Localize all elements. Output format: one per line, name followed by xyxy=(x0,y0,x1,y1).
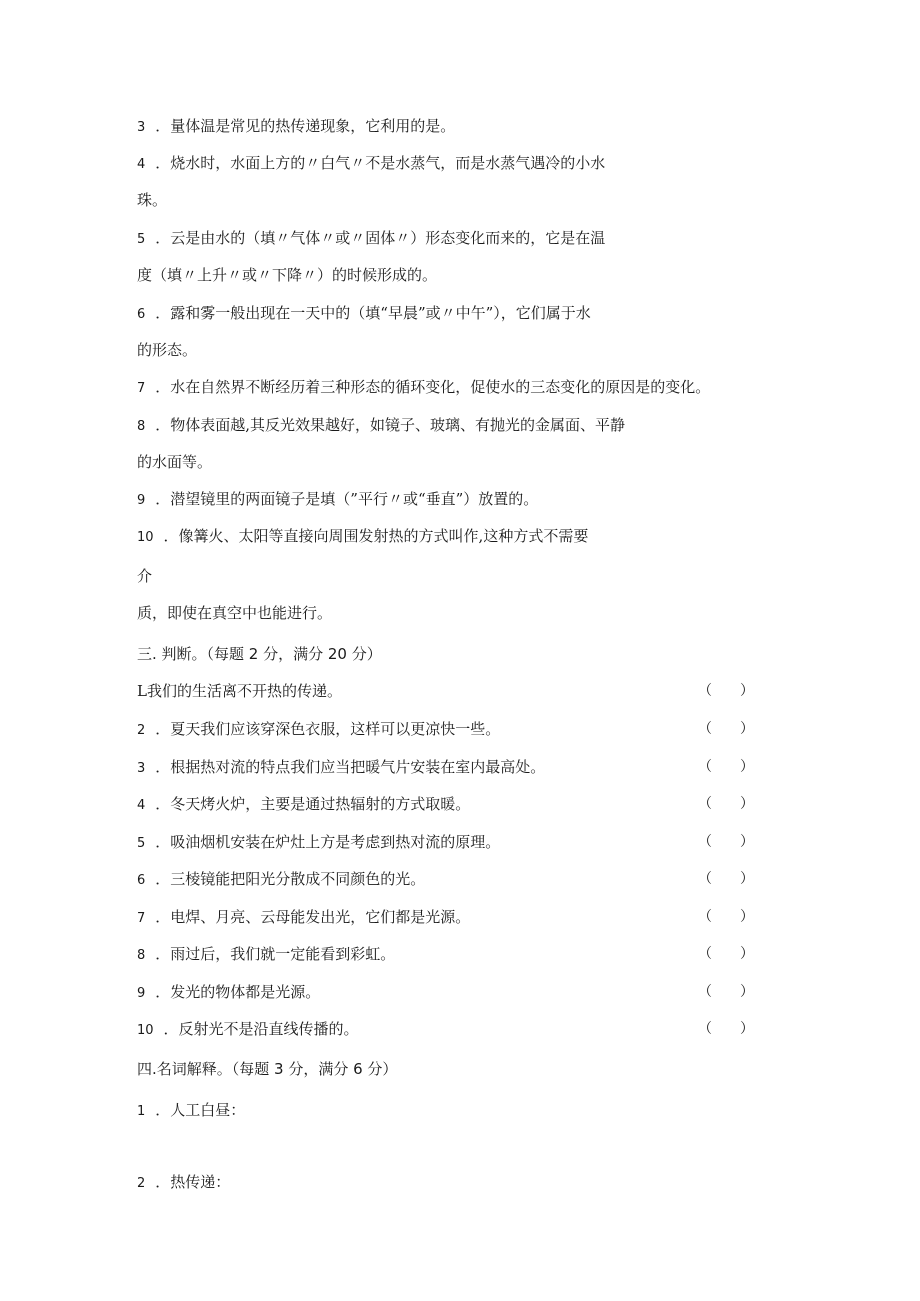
judge-item-2 xyxy=(137,719,500,741)
question-10-line-1 xyxy=(137,526,588,548)
judge-item-3 xyxy=(137,757,545,779)
section-3-title: 三. 判断。（每题 2 分，满分 20 分） xyxy=(137,645,382,663)
question-number: 8 xyxy=(137,419,146,434)
question-number: 10 xyxy=(137,530,154,545)
question-9-line-1 xyxy=(137,489,538,511)
question-text: ．露和雾一般出现在一天中的（填“早晨”或〃中午”），它们属于水 xyxy=(155,304,591,322)
question-text: ．夏天我们应该穿深色衣服，这样可以更凉快一些。 xyxy=(155,720,501,738)
question-text: 的水面等。 xyxy=(137,453,213,471)
answer-parentheses[interactable]: （ ） xyxy=(698,984,754,1000)
question-number: 3 xyxy=(137,761,146,776)
question-5-line-1 xyxy=(137,228,605,250)
question-number: 6 xyxy=(137,307,146,322)
question-text: ．烧水时，水面上方的〃白气〃不是水蒸气，而是水蒸气遇冷的小水 xyxy=(155,154,606,172)
question-number: 3 xyxy=(137,120,146,135)
question-number: 10 xyxy=(137,1023,154,1038)
section-4-title: 四.名词解释。（每题 3 分，满分 6 分） xyxy=(137,1060,398,1078)
answer-parentheses[interactable]: （ ） xyxy=(698,871,754,887)
question-text: ．人工白昼： xyxy=(155,1101,246,1119)
judge-item-5 xyxy=(137,832,500,854)
answer-parentheses[interactable]: （ ） xyxy=(698,946,754,962)
term-item-2 xyxy=(137,1172,230,1194)
answer-parentheses[interactable]: （ ） xyxy=(698,1021,754,1037)
question-10-line-2 xyxy=(137,566,152,586)
question-text: ．发光的物体都是光源。 xyxy=(155,983,321,1001)
judge-item-6 xyxy=(137,869,425,891)
question-4-line-1 xyxy=(137,153,605,175)
question-5-line-2 xyxy=(137,265,437,285)
answer-parentheses[interactable]: （ ） xyxy=(698,796,754,812)
question-text: ．三棱镜能把阳光分散成不同颜色的光。 xyxy=(155,870,426,888)
judge-item-7 xyxy=(137,907,470,929)
question-text: ．热传递： xyxy=(155,1173,231,1191)
judge-item-10 xyxy=(137,1019,359,1041)
term-item-1 xyxy=(137,1100,245,1122)
question-7-line-1 xyxy=(137,377,710,399)
question-number: 2 xyxy=(137,723,146,738)
question-text: 质，即使在真空中也能进行。 xyxy=(137,604,333,622)
answer-parentheses[interactable]: （ ） xyxy=(698,721,754,737)
question-text: ．吸油烟机安装在炉灶上方是考虑到热对流的原理。 xyxy=(155,833,501,851)
question-number: 4 xyxy=(137,798,146,813)
question-4-line-2 xyxy=(137,190,167,210)
question-text: 度（填〃上升〃或〃下降〃）的时候形成的。 xyxy=(137,266,438,284)
judge-item-4 xyxy=(137,794,470,816)
judge-item-8 xyxy=(137,944,395,966)
question-text: 介 xyxy=(137,567,153,585)
question-text: ．物体表面越,其反光效果越好，如镜子、玻璃、有抛光的金属面、平静 xyxy=(155,416,626,434)
question-8-line-2 xyxy=(137,452,212,472)
question-text: ．反射光不是沿直线传播的。 xyxy=(163,1020,359,1038)
question-text: ．水在自然界不断经历着三种形态的循环变化，促使水的三态变化的原因是的变化。 xyxy=(155,378,711,396)
question-number: 7 xyxy=(137,911,146,926)
question-text: ．潜望镜里的两面镜子是填（”平行〃或“垂直”）放置的。 xyxy=(155,490,539,508)
question-number: 6 xyxy=(137,873,146,888)
question-text: ．云是由水的（填〃气体〃或〃固体〃）形态变化而来的，它是在温 xyxy=(155,229,606,247)
question-number: 2 xyxy=(137,1176,146,1191)
question-3-line-1 xyxy=(137,116,455,138)
answer-parentheses[interactable]: （ ） xyxy=(698,834,754,850)
answer-parentheses[interactable]: （ ） xyxy=(698,909,754,925)
question-6-line-2 xyxy=(137,340,197,360)
answer-parentheses[interactable]: （ ） xyxy=(698,683,754,699)
question-number: 9 xyxy=(137,986,146,1001)
question-8-line-1 xyxy=(137,415,625,437)
question-text: ．量体温是常见的热传递现象，它利用的是。 xyxy=(155,117,456,135)
question-6-line-1 xyxy=(137,303,591,325)
judge-item-9 xyxy=(137,982,320,1004)
question-text: ．电焊、月亮、云母能发出光，它们都是光源。 xyxy=(155,908,471,926)
question-text: L我们的生活离不开热的传递。 xyxy=(137,682,342,700)
question-number: 1 xyxy=(137,1104,146,1119)
judge-item-1 xyxy=(137,681,342,701)
answer-parentheses[interactable]: （ ） xyxy=(698,759,754,775)
question-text: ．雨过后，我们就一定能看到彩虹。 xyxy=(155,945,396,963)
question-10-line-3 xyxy=(137,603,332,623)
question-text: 的形态。 xyxy=(137,341,198,359)
question-number: 8 xyxy=(137,948,146,963)
question-text: 珠。 xyxy=(137,191,168,209)
question-text: ．冬天烤火炉，主要是通过热辐射的方式取暖。 xyxy=(155,795,471,813)
question-text: ．像篝火、太阳等直接向周围发射热的方式叫作,这种方式不需要 xyxy=(163,527,589,545)
question-number: 7 xyxy=(137,381,146,396)
question-number: 9 xyxy=(137,493,146,508)
question-text: ．根据热对流的特点我们应当把暖气片安装在室内最高处。 xyxy=(155,758,546,776)
question-number: 5 xyxy=(137,836,146,851)
question-number: 5 xyxy=(137,232,146,247)
question-number: 4 xyxy=(137,157,146,172)
